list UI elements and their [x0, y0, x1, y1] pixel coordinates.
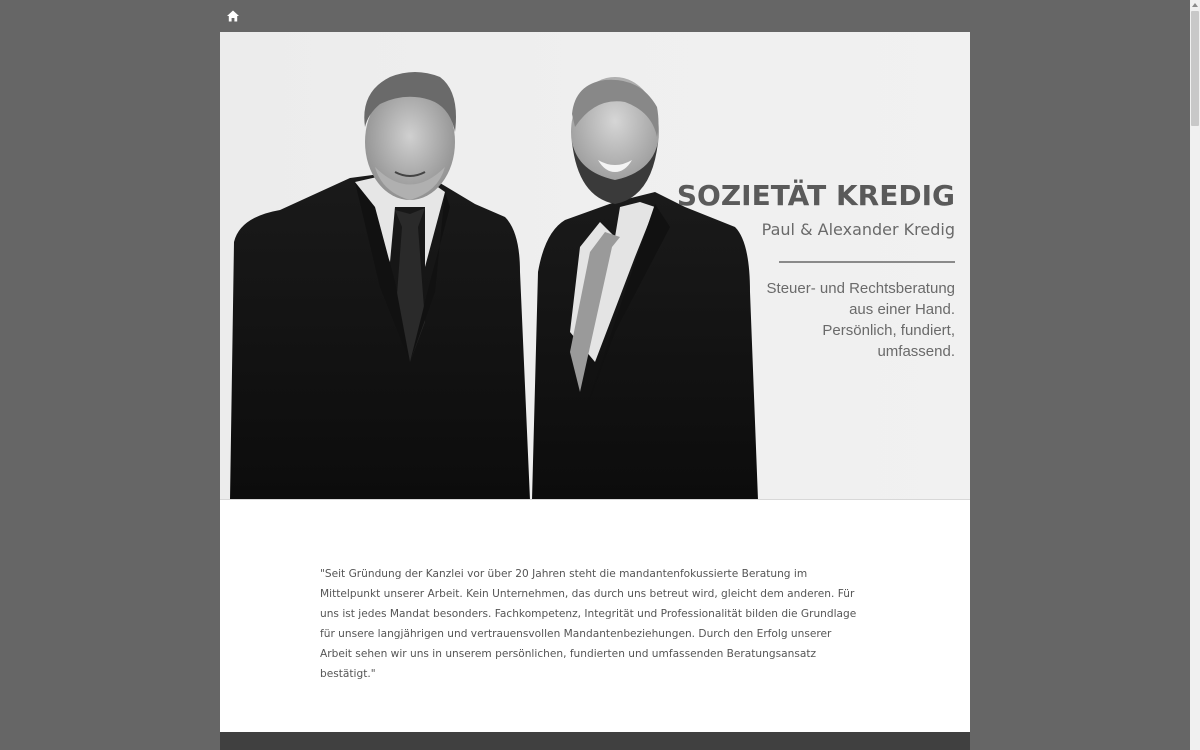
page-container: [220, 32, 970, 750]
page-scrollbar[interactable]: [1190, 0, 1200, 750]
hero-text-block: [625, 178, 955, 362]
tagline-line: umfassend.: [877, 343, 955, 360]
scroll-up-arrow-icon[interactable]: [1192, 3, 1198, 7]
top-navigation-bar: [220, 0, 970, 32]
scroll-thumb[interactable]: [1191, 11, 1199, 126]
firm-title: SOZIETÄT KREDIG: [676, 179, 955, 212]
hero-tagline: [625, 278, 955, 362]
hero-divider: [779, 261, 955, 263]
firm-quote: "Seit Gründung der Kanzlei vor über 20 Jahren steht die mandantenfokussierte Beratung im Mittelpunkt unserer Arbeit. Kein Unternehmen, das durch uns betreut wird, gleicht dem anderen. Für uns ist jedes Mandat besonders. Fachkompetenz, Integrität und Professionalität bilden die Grundlage für unsere langjährigen und vertrauensvollen Mandantenbeziehungen. Durch den Erfolg unserer Arbeit sehen wir uns in unserem persönlichen, fundierten und umfassenden Beratungsansatz bestätigt.": [320, 568, 857, 680]
tagline-line: aus einer Hand.: [849, 301, 955, 318]
home-link[interactable]: [226, 8, 240, 22]
footer: [220, 732, 970, 750]
tagline-line: Steuer- und Rechtsberatung: [766, 280, 955, 297]
hero-banner: [220, 32, 970, 500]
home-icon: [226, 9, 240, 23]
partners-subtitle: Paul & Alexander Kredig: [761, 220, 955, 239]
tagline-line: Persönlich, fundiert,: [822, 322, 955, 339]
